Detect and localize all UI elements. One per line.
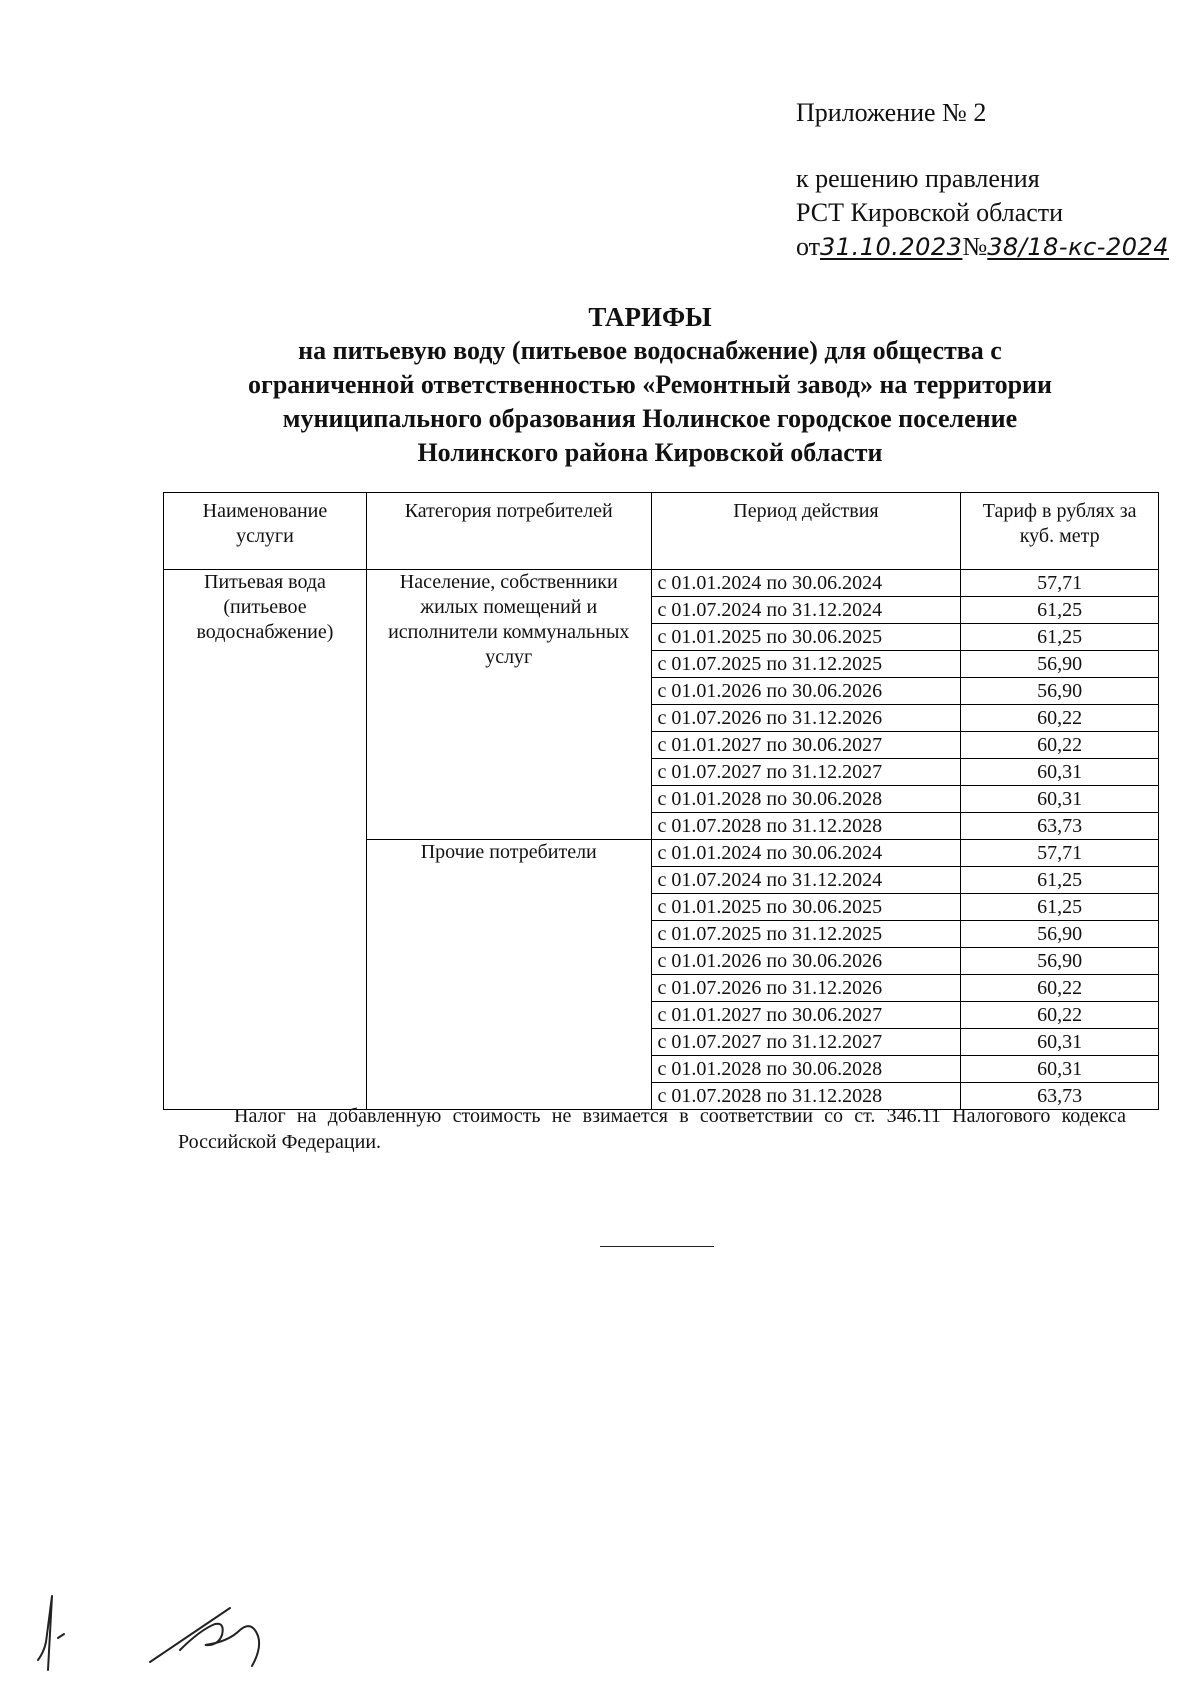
period-cell: с 01.07.2026 по 31.12.2026 (651, 975, 961, 1002)
tariff-cell: 60,31 (961, 1056, 1159, 1083)
date-prefix: от (796, 232, 821, 261)
tariff-cell: 60,31 (961, 786, 1159, 813)
decision-line-2: РСТ Кировской области (796, 198, 1064, 227)
tariff-cell: 60,31 (961, 1029, 1159, 1056)
decision-date: 31.10.2023 (820, 233, 963, 261)
period-cell: с 01.07.2024 по 31.12.2024 (651, 867, 961, 894)
tariff-cell: 56,90 (961, 678, 1159, 705)
vat-note (178, 1103, 1126, 1155)
appendix-label: Приложение № 2 (796, 98, 987, 127)
category-population: Население, собственники жилых помещений и исполнители коммунальных услуг (366, 570, 651, 840)
tariff-cell: 57,71 (961, 840, 1159, 867)
title-line-1: на питьевую воду (питьевое водоснабжение) для общества с (298, 336, 1002, 365)
category-other: Прочие потребители (366, 840, 651, 1110)
header-tariff: Тариф в рублях за куб. метр (961, 493, 1159, 570)
period-cell: с 01.07.2027 по 31.12.2027 (651, 1029, 961, 1056)
tariff-cell: 61,25 (961, 894, 1159, 921)
period-cell: с 01.01.2025 по 30.06.2025 (651, 894, 961, 921)
tariff-cell: 56,90 (961, 948, 1159, 975)
initials-mark (38, 1596, 64, 1670)
tariff-cell: 60,22 (961, 732, 1159, 759)
tariff-cell: 61,25 (961, 597, 1159, 624)
tariff-cell: 60,22 (961, 705, 1159, 732)
tariff-cell: 61,25 (961, 867, 1159, 894)
decision-number: 38/18-кс-2024 (987, 233, 1170, 261)
signature-mark (150, 1608, 259, 1666)
period-cell: с 01.01.2027 по 30.06.2027 (651, 732, 961, 759)
number-prefix: № (962, 232, 988, 261)
tariff-cell: 61,25 (961, 624, 1159, 651)
decision-line-1: к решению правления (796, 164, 1040, 193)
period-cell: с 01.01.2024 по 30.06.2024 (651, 570, 961, 597)
tariff-table (163, 492, 1159, 1110)
signature-marks (30, 1590, 290, 1680)
decision-date-line (796, 230, 1169, 264)
header-category: Категория потребителей (366, 493, 651, 570)
tariff-cell: 56,90 (961, 651, 1159, 678)
period-cell: с 01.07.2028 по 31.12.2028 (651, 813, 961, 840)
period-cell: с 01.01.2026 по 30.06.2026 (651, 948, 961, 975)
period-cell: с 01.01.2027 по 30.06.2027 (651, 1002, 961, 1029)
title-main: ТАРИФЫ (588, 302, 712, 332)
tariff-cell: 63,73 (961, 813, 1159, 840)
title-line-2: ограниченной ответственностью «Ремонтный завод» на территории (248, 370, 1052, 399)
decision-reference (796, 162, 1169, 264)
service-name: Питьевая вода (питьевое водоснабжение) (164, 570, 367, 1110)
period-cell: с 01.01.2025 по 30.06.2025 (651, 624, 961, 651)
tariff-cell: 60,22 (961, 975, 1159, 1002)
document-title (150, 300, 1150, 470)
period-cell: с 01.07.2025 по 31.12.2025 (651, 921, 961, 948)
table-row (164, 570, 1159, 597)
tariff-cell: 57,71 (961, 570, 1159, 597)
period-cell: с 01.07.2028 по 31.12.2028 (651, 1083, 961, 1110)
period-cell: с 01.07.2026 по 31.12.2026 (651, 705, 961, 732)
tariff-cell: 60,31 (961, 759, 1159, 786)
period-cell: с 01.01.2028 по 30.06.2028 (651, 1056, 961, 1083)
period-cell: с 01.07.2027 по 31.12.2027 (651, 759, 961, 786)
title-line-4: Нолинского района Кировской области (417, 438, 883, 467)
title-line-3: муниципального образования Нолинское городское поселение (282, 404, 1018, 433)
period-cell: с 01.07.2025 по 31.12.2025 (651, 651, 961, 678)
tariff-cell: 60,22 (961, 1002, 1159, 1029)
header-period: Период действия (651, 493, 961, 570)
tariff-cell: 63,73 (961, 1083, 1159, 1110)
period-cell: с 01.07.2024 по 31.12.2024 (651, 597, 961, 624)
period-cell: с 01.01.2028 по 30.06.2028 (651, 786, 961, 813)
table-header-row (164, 493, 1159, 570)
end-divider (600, 1246, 714, 1247)
vat-note-text: Налог на добавленную стоимость не взимается в соответствии со ст. 346.11 Налогового кодекса Российской Федерации. (178, 1105, 1126, 1153)
period-cell: с 01.01.2026 по 30.06.2026 (651, 678, 961, 705)
period-cell: с 01.01.2024 по 30.06.2024 (651, 840, 961, 867)
tariff-cell: 56,90 (961, 921, 1159, 948)
header-service: Наименование услуги (164, 493, 367, 570)
